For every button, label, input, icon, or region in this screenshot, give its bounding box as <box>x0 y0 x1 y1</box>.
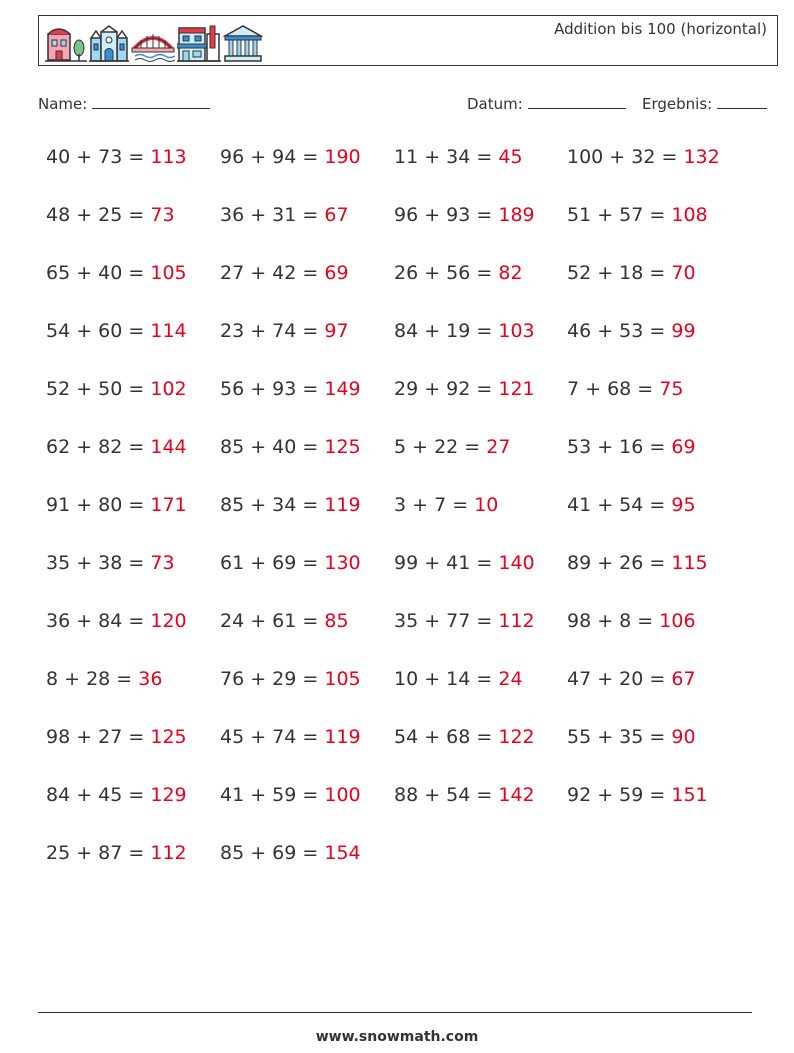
problem-cell <box>394 320 535 342</box>
name-line <box>92 94 210 109</box>
problem-expression: 51 + 57 = <box>567 204 672 226</box>
problem-answer: 132 <box>683 146 720 168</box>
problem-answer: 95 <box>671 494 696 516</box>
problem-expression: 92 + 59 = <box>567 784 672 806</box>
house-tree-icon <box>45 24 87 64</box>
church-icon <box>89 24 129 64</box>
problem-expression: 98 + 27 = <box>46 726 151 748</box>
problem-answer: 10 <box>474 494 499 516</box>
problem-expression: 76 + 29 = <box>220 668 325 690</box>
problem-answer: 100 <box>324 784 361 806</box>
problem-answer: 119 <box>324 494 361 516</box>
problem-cell <box>46 784 187 806</box>
problem-cell <box>46 842 187 864</box>
problem-cell <box>394 436 510 458</box>
problem-answer: 125 <box>150 726 187 748</box>
problem-cell <box>394 262 523 284</box>
problem-cell <box>46 146 187 168</box>
problem-expression: 54 + 60 = <box>46 320 151 342</box>
problem-answer: 102 <box>150 378 187 400</box>
name-field[interactable] <box>38 94 210 113</box>
date-label: Datum: <box>467 95 523 113</box>
problem-expression: 23 + 74 = <box>220 320 325 342</box>
problem-cell <box>220 842 361 864</box>
name-label: Name: <box>38 95 88 113</box>
problem-cell <box>220 378 361 400</box>
problem-expression: 35 + 38 = <box>46 552 151 574</box>
problem-cell <box>220 204 349 226</box>
problem-answer: 67 <box>324 204 349 226</box>
problem-answer: 73 <box>150 204 175 226</box>
problem-answer: 36 <box>138 668 163 690</box>
problem-expression: 98 + 8 = <box>567 610 660 632</box>
problem-expression: 84 + 19 = <box>394 320 499 342</box>
problem-cell <box>394 204 535 226</box>
problem-cell <box>567 668 696 690</box>
problem-expression: 26 + 56 = <box>394 262 499 284</box>
problem-answer: 125 <box>324 436 361 458</box>
problem-expression: 29 + 92 = <box>394 378 499 400</box>
problem-expression: 85 + 34 = <box>220 494 325 516</box>
problem-cell <box>220 668 361 690</box>
problem-answer: 119 <box>324 726 361 748</box>
problem-cell <box>220 552 361 574</box>
problem-expression: 54 + 68 = <box>394 726 499 748</box>
problem-answer: 90 <box>671 726 696 748</box>
problem-expression: 3 + 7 = <box>394 494 475 516</box>
problem-expression: 47 + 20 = <box>567 668 672 690</box>
problem-expression: 8 + 28 = <box>46 668 139 690</box>
problem-expression: 40 + 73 = <box>46 146 151 168</box>
problem-cell <box>567 610 696 632</box>
problem-expression: 52 + 50 = <box>46 378 151 400</box>
problem-cell <box>394 610 535 632</box>
problem-answer: 73 <box>150 552 175 574</box>
problem-cell <box>567 436 696 458</box>
problem-answer: 27 <box>486 436 511 458</box>
problem-cell <box>567 784 708 806</box>
problem-cell <box>220 146 361 168</box>
problem-cell <box>220 262 349 284</box>
problem-answer: 85 <box>324 610 349 632</box>
worksheet-title: Addition bis 100 (horizontal) <box>554 20 767 38</box>
problem-answer: 114 <box>150 320 187 342</box>
problem-cell <box>394 726 535 748</box>
problem-expression: 96 + 93 = <box>394 204 499 226</box>
date-line <box>528 94 626 109</box>
problem-cell <box>567 552 708 574</box>
problem-expression: 41 + 54 = <box>567 494 672 516</box>
problem-expression: 89 + 26 = <box>567 552 672 574</box>
header-box <box>38 15 778 66</box>
problem-expression: 100 + 32 = <box>567 146 684 168</box>
problem-answer: 129 <box>150 784 187 806</box>
problem-expression: 55 + 35 = <box>567 726 672 748</box>
problem-answer: 67 <box>671 668 696 690</box>
problem-answer: 115 <box>671 552 708 574</box>
problem-answer: 142 <box>498 784 535 806</box>
problem-expression: 5 + 22 = <box>394 436 487 458</box>
problem-answer: 106 <box>659 610 696 632</box>
problem-expression: 61 + 69 = <box>220 552 325 574</box>
problem-expression: 85 + 40 = <box>220 436 325 458</box>
museum-icon <box>223 24 263 64</box>
problem-expression: 99 + 41 = <box>394 552 499 574</box>
problem-expression: 10 + 14 = <box>394 668 499 690</box>
problem-answer: 103 <box>498 320 535 342</box>
problem-cell <box>394 668 523 690</box>
problem-expression: 41 + 59 = <box>220 784 325 806</box>
problem-cell <box>46 668 162 690</box>
problem-cell <box>220 494 361 516</box>
problem-expression: 88 + 54 = <box>394 784 499 806</box>
problem-answer: 82 <box>498 262 523 284</box>
problem-cell <box>220 726 361 748</box>
problem-cell <box>220 320 349 342</box>
problem-expression: 46 + 53 = <box>567 320 672 342</box>
problem-expression: 24 + 61 = <box>220 610 325 632</box>
problem-cell <box>567 320 696 342</box>
problem-cell <box>567 494 696 516</box>
problem-answer: 120 <box>150 610 187 632</box>
problem-cell <box>567 378 683 400</box>
problem-answer: 99 <box>671 320 696 342</box>
problem-expression: 85 + 69 = <box>220 842 325 864</box>
problem-expression: 7 + 68 = <box>567 378 660 400</box>
problem-answer: 97 <box>324 320 349 342</box>
problem-expression: 91 + 80 = <box>46 494 151 516</box>
problem-expression: 84 + 45 = <box>46 784 151 806</box>
problem-answer: 121 <box>498 378 535 400</box>
problem-answer: 70 <box>671 262 696 284</box>
problem-cell <box>46 320 187 342</box>
problem-cell <box>394 784 535 806</box>
problem-cell <box>567 146 720 168</box>
result-label: Ergebnis: <box>642 95 713 113</box>
problem-answer: 140 <box>498 552 535 574</box>
problem-answer: 69 <box>324 262 349 284</box>
problem-answer: 130 <box>324 552 361 574</box>
shop-building-icon <box>177 24 221 64</box>
problem-cell <box>46 494 187 516</box>
problem-cell <box>46 726 187 748</box>
problem-expression: 48 + 25 = <box>46 204 151 226</box>
problem-answer: 112 <box>498 610 535 632</box>
problem-expression: 52 + 18 = <box>567 262 672 284</box>
problem-answer: 154 <box>324 842 361 864</box>
problem-expression: 65 + 40 = <box>46 262 151 284</box>
problem-answer: 75 <box>659 378 684 400</box>
problem-cell <box>394 494 498 516</box>
problem-cell <box>46 610 187 632</box>
footer-url: www.snowmath.com <box>315 1029 479 1045</box>
problem-answer: 144 <box>150 436 187 458</box>
problem-cell <box>46 204 175 226</box>
problem-cell <box>394 378 535 400</box>
problem-answer: 189 <box>498 204 535 226</box>
problem-cell <box>394 146 523 168</box>
problem-expression: 11 + 34 = <box>394 146 499 168</box>
problem-answer: 190 <box>324 146 361 168</box>
problem-answer: 171 <box>150 494 187 516</box>
problem-cell <box>567 726 696 748</box>
problem-answer: 69 <box>671 436 696 458</box>
problem-expression: 36 + 31 = <box>220 204 325 226</box>
result-field[interactable] <box>642 94 767 113</box>
problem-expression: 45 + 74 = <box>220 726 325 748</box>
problem-answer: 122 <box>498 726 535 748</box>
problem-expression: 53 + 16 = <box>567 436 672 458</box>
problem-expression: 27 + 42 = <box>220 262 325 284</box>
problem-cell <box>567 204 708 226</box>
problem-expression: 56 + 93 = <box>220 378 325 400</box>
footer-divider <box>38 1012 752 1013</box>
problem-expression: 36 + 84 = <box>46 610 151 632</box>
problem-answer: 105 <box>324 668 361 690</box>
problem-cell <box>220 436 361 458</box>
problem-cell <box>46 262 187 284</box>
bridge-icon <box>131 24 175 64</box>
problem-cell <box>46 436 187 458</box>
problem-cell <box>220 610 349 632</box>
problem-answer: 105 <box>150 262 187 284</box>
problem-answer: 149 <box>324 378 361 400</box>
result-line <box>717 94 767 109</box>
problem-expression: 62 + 82 = <box>46 436 151 458</box>
problem-answer: 151 <box>671 784 708 806</box>
problem-answer: 45 <box>498 146 523 168</box>
logo-row <box>45 20 263 64</box>
problem-answer: 112 <box>150 842 187 864</box>
date-field[interactable] <box>467 94 626 113</box>
problem-cell <box>567 262 696 284</box>
problem-cell <box>46 552 175 574</box>
problem-answer: 24 <box>498 668 523 690</box>
problem-answer: 113 <box>150 146 187 168</box>
problem-expression: 25 + 87 = <box>46 842 151 864</box>
problem-cell <box>46 378 187 400</box>
problem-answer: 108 <box>671 204 708 226</box>
problem-expression: 35 + 77 = <box>394 610 499 632</box>
problem-cell <box>220 784 361 806</box>
problem-cell <box>394 552 535 574</box>
problem-expression: 96 + 94 = <box>220 146 325 168</box>
